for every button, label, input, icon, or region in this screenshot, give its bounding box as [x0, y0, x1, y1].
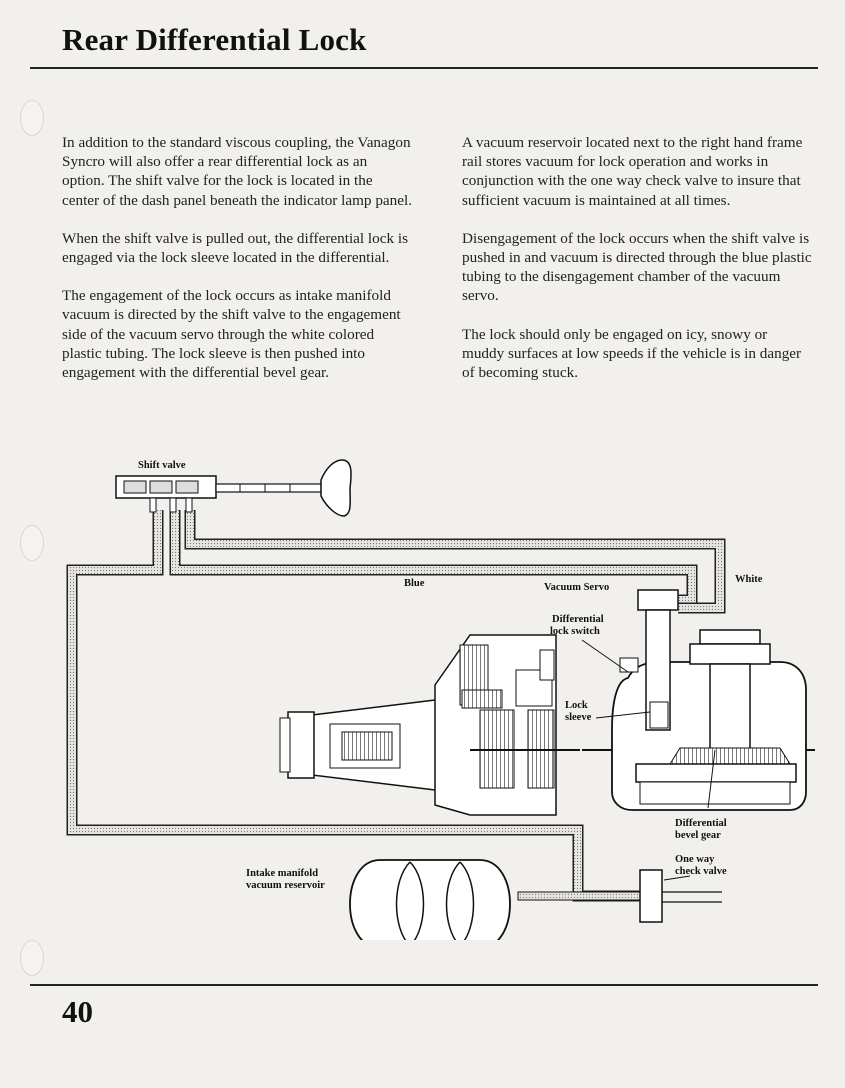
label-differential-bevel-gear: Differential: [675, 818, 727, 829]
label-intake-manifold-vacuum-reservoir: Intake manifold: [246, 868, 319, 879]
label-one-way-check-valve: One way: [675, 854, 715, 865]
label-vacuum-servo: Vacuum Servo: [544, 582, 610, 593]
paragraph: When the shift valve is pulled out, the differential lock is engaged via the lock sleeve located in the differential.: [62, 229, 408, 267]
label-one-way-check-valve: check valve: [675, 866, 727, 877]
label-blue: Blue: [404, 578, 425, 589]
binder-hole: [20, 100, 44, 136]
left-column: [62, 133, 412, 401]
binder-hole: [20, 940, 44, 976]
label-lock-sleeve: sleeve: [565, 712, 592, 723]
page-number: 40: [62, 994, 93, 1029]
differential-lock-diagram: [0, 440, 845, 940]
vacuum-reservoir: [350, 860, 640, 940]
transmission-housing: [280, 635, 580, 815]
label-white: White: [735, 574, 763, 585]
label-differential-bevel-gear: bevel gear: [675, 830, 721, 841]
label-differential-lock-switch: Differential: [552, 614, 604, 625]
label-lock-sleeve: Lock: [565, 700, 588, 711]
paragraph: The lock should only be engaged on icy, snowy or muddy surfaces at low speeds if the vehicle is in danger of becoming stuck.: [462, 325, 802, 382]
paragraph: The engagement of the lock occurs as intake manifold vacuum is directed by the shift valve to the engagement side of the vacuum servo through the white colored plastic tubing. The lock sleeve is then pushed into engagement with the differential bevel gear.: [62, 287, 401, 382]
paragraph: A vacuum reservoir located next to the right hand frame rail stores vacuum for lock operation and works in conjunction with the one way check valve to insure that sufficient vacuum is maintained at all times.: [462, 134, 803, 209]
differential-housing: [582, 590, 815, 810]
footer-rule: [30, 984, 818, 986]
paragraph: In addition to the standard viscous coupling, the Vanagon Syncro will also offer a rear differential lock as an option. The shift valve for the lock is located in the center of the dash panel beneath the indicator lamp panel.: [62, 134, 413, 209]
page-title: Rear Differential Lock: [62, 22, 367, 57]
label-intake-manifold-vacuum-reservoir: vacuum reservoir: [246, 880, 325, 891]
header-rule: [30, 67, 818, 69]
right-column: [462, 133, 812, 401]
paragraph: Disengagement of the lock occurs when the shift valve is pushed in and vacuum is directed through the blue plastic tubing to the disengagement chamber of the vacuum servo.: [462, 229, 812, 305]
label-differential-lock-switch: lock switch: [550, 626, 600, 637]
label-shift-valve: Shift valve: [138, 460, 186, 471]
